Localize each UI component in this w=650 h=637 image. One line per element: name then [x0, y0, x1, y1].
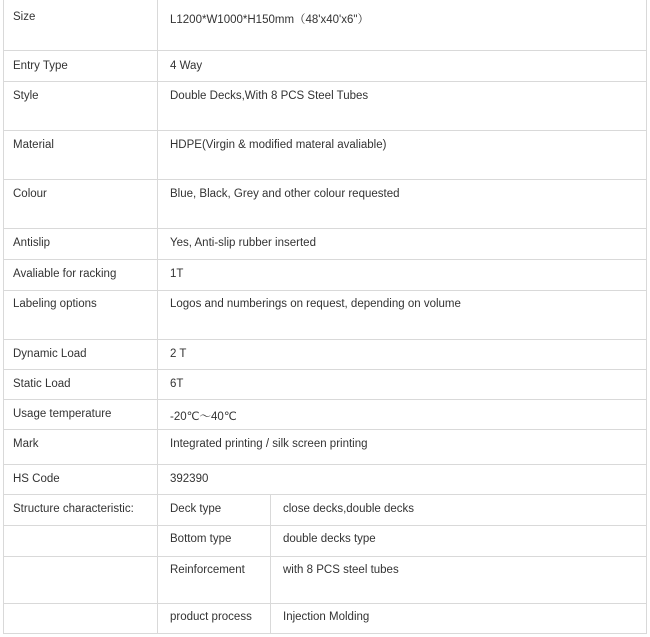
row-label: Material	[13, 139, 54, 151]
table-row	[3, 131, 647, 180]
table-row	[3, 370, 647, 400]
table-row	[3, 291, 647, 340]
structure-item-value: close decks,double decks	[270, 495, 647, 525]
row-label: Avaliable for racking	[13, 268, 117, 280]
structure-label: Structure characteristic:	[13, 503, 134, 515]
structure-subrow	[3, 526, 647, 557]
structure-item-value: with 8 PCS steel tubes	[270, 557, 647, 603]
structure-item-value: Injection Molding	[270, 604, 647, 633]
row-label: Entry Type	[13, 60, 68, 72]
row-label: Antislip	[13, 237, 51, 249]
row-label: HS Code	[13, 473, 60, 485]
row-value: 1T	[157, 260, 647, 290]
row-value: HDPE(Virgin & modified materal avaliable)	[157, 131, 647, 179]
structure-block	[3, 495, 647, 634]
row-label: Mark	[13, 438, 39, 450]
row-value: 2 T	[157, 340, 647, 369]
spec-table	[3, 0, 647, 637]
structure-subrow	[3, 495, 647, 526]
row-value: Logos and numberings on request, depending on volume	[157, 291, 647, 339]
table-row	[3, 400, 647, 430]
table-row	[3, 180, 647, 229]
table-row	[3, 260, 647, 291]
structure-item-name: product process	[157, 604, 270, 633]
row-label: Static Load	[13, 378, 71, 390]
row-label: Size	[13, 11, 36, 23]
row-label: Style	[13, 90, 39, 102]
table-row	[3, 430, 647, 465]
table-row	[3, 465, 647, 495]
structure-item-name: Deck type	[157, 495, 270, 525]
structure-item-name: Bottom type	[157, 526, 270, 556]
row-value: Yes, Anti-slip rubber inserted	[157, 229, 647, 259]
structure-item-name: Reinforcement	[157, 557, 270, 603]
row-value: Double Decks,With 8 PCS Steel Tubes	[157, 82, 647, 130]
row-value: 392390	[157, 465, 647, 494]
row-label: Labeling options	[13, 298, 97, 310]
row-label: Colour	[13, 188, 47, 200]
row-value: Integrated printing / silk screen printing	[157, 430, 647, 464]
row-value: L1200*W1000*H150mm（48'x40'x6"）	[157, 0, 647, 50]
structure-subrow	[3, 557, 647, 604]
row-value: 6T	[157, 370, 647, 399]
table-row	[3, 340, 647, 370]
table-row	[3, 51, 647, 82]
table-row	[3, 82, 647, 131]
row-value: -20℃～40℃	[157, 400, 647, 429]
row-label: Dynamic Load	[13, 348, 87, 360]
row-value: Blue, Black, Grey and other colour requested	[157, 180, 647, 228]
table-row	[3, 0, 647, 51]
table-row	[3, 229, 647, 260]
structure-item-value: double decks type	[270, 526, 647, 556]
row-value: 4 Way	[157, 51, 647, 81]
row-label: Usage temperature	[13, 408, 112, 420]
structure-subrow	[3, 604, 647, 633]
